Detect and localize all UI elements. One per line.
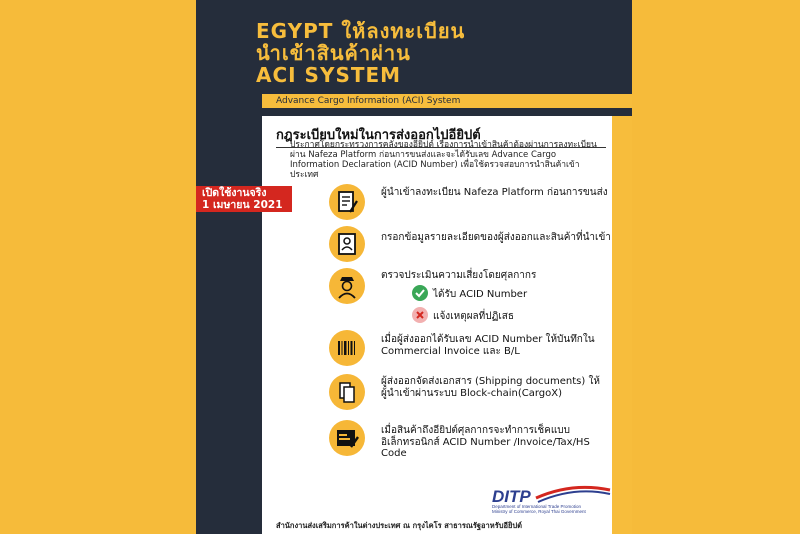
badge-line-1: เปิดใช้งานจริง [202,187,267,199]
documents-icon [329,374,365,410]
right-background [632,0,800,534]
outcome-rejected: แจ้งเหตุผลที่ปฏิเสธ [433,311,514,322]
profile-card-icon [329,226,365,262]
logo-line-2: Ministry of Commerce, Royal Thai Government [492,509,586,514]
intro-paragraph: ประกาศโดยกระทรวงการคลังของอียิปต์ เรื่องการนำเข้าสินค้าต้องผ่านการลงทะเบียนผ่าน Nafeza Platform ก่อนการขนส่งและจะได้รับเลข Advance Cargo Information Declaration (ACID Number) เพื่อใช้ตรวจสอบการนำสินค้าเข้าประเทศ [290,140,597,180]
step-4-text: เมื่อผู้ส่งออกได้รับเลข ACID Number ให้บันทึกใน Commercial Invoice และ B/L [381,334,595,357]
step-5-text: ผู้ส่งออกจัดส่งเอกสาร (Shipping documents) ให้ผู้นำเข้าผ่านระบบ Block-chain(CargoX) [381,376,600,399]
footer-office: สำนักงานส่งเสริมการค้าในต่างประเทศ ณ กรุงไคโร สาธารณรัฐอาหรับอียิปต์ [276,521,523,530]
invoice-check-icon [329,420,365,456]
logo-line-1: Department of International Trade Promotion [492,504,582,509]
left-background [0,0,196,534]
card-accent-bar [612,116,632,534]
title-line-1: EGYPT ให้ลงทะเบียน [256,19,466,43]
poster-title [256,20,556,86]
ditp-logo [492,484,612,514]
logo-name: DITP [492,487,531,506]
customs-officer-icon [329,268,365,304]
badge-line-2: 1 เมษายน 2021 [202,199,283,211]
title-line-3: ACI SYSTEM [256,63,402,87]
document-edit-icon [329,184,365,220]
check-circle-icon [412,285,428,301]
title-line-2: นำเข้าสินค้าผ่าน [256,41,411,65]
launch-date-badge [196,186,292,212]
step-3-text: ตรวจประเมินความเสี่ยงโดยศุลกากร [381,270,537,281]
step-2-text: กรอกข้อมูลรายละเอียดของผู้ส่งออกและสินค้าที่นำเข้า [381,232,611,243]
step-6-text: เมื่อสินค้าถึงอียิปต์ศุลกากรจะทำการเช็คแบบอิเล็กทรอนิกส์ ACID Number /Invoice/Tax/HS Code [381,425,590,459]
x-circle-icon [412,307,428,323]
barcode-icon [329,330,365,366]
section-heading: กฎระเบียบใหม่ในการส่งออกไปอียิปต์ [276,124,606,148]
outcome-approved: ได้รับ ACID Number [433,289,528,300]
subtitle: Advance Cargo Information (ACI) System [276,96,461,106]
step-1-text: ผู้นำเข้าลงทะเบียน Nafeza Platform ก่อนการขนส่ง [381,187,608,198]
